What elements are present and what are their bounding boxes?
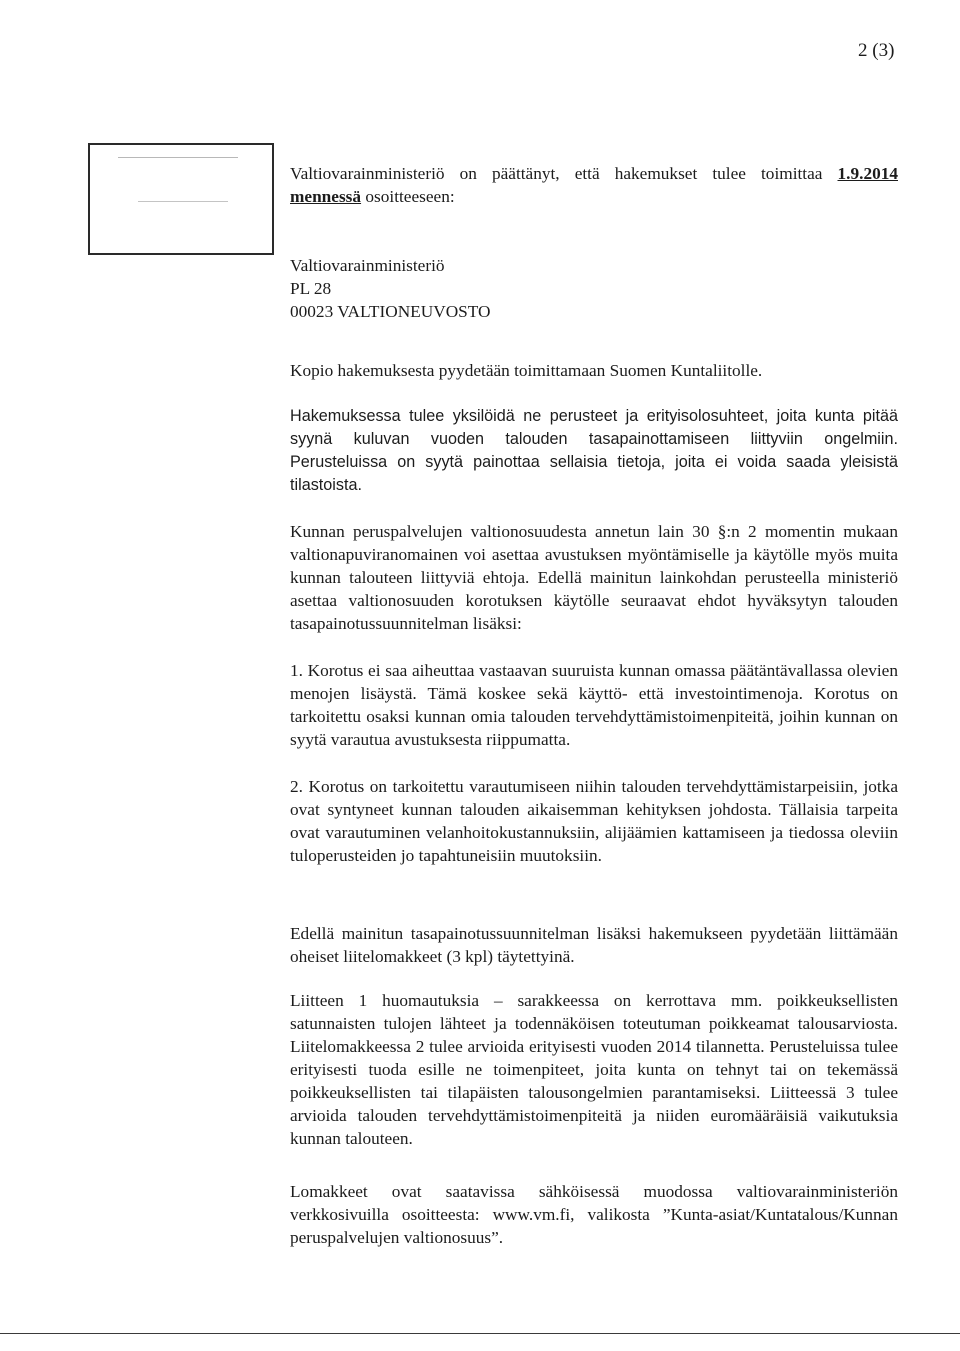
registration-stamp-box bbox=[88, 143, 274, 255]
deadline-date: 1.9.2014 mennessä bbox=[290, 164, 898, 206]
legal-basis-paragraph: Kunnan peruspalvelujen valtionosuudesta annetun lain 30 §:n 2 momentin mukaan valtionapuviranomainen voi asettaa avustuksen myöntämiselle ja käytölle myös muita kunnan talouteen liittyviä ehtoja. Edellä mainitun lainkohdan perusteella ministeriö asettaa valtionosuuden korotuksen käytölle seuraavat ehdot hyväksytyn talouden tasapainotussuunnitelman lisäksi: bbox=[290, 522, 898, 633]
address-line-postcode: 00023 VALTIONEUVOSTO bbox=[290, 302, 491, 321]
condition-2-paragraph: 2. Korotus on tarkoitettu varautumiseen niihin talouden tervehdyttämistarpeisiin, jotka ovat syntyneet kunnan talouden aikaisemman kehityksen johdosta. Tällaisia tarpeita ovat varautuminen velanhoitokustannuksiin, alijäämien kattamiseen ja tiedossa oleviin tuloperusteiden jo tapahtuneisiin muutoksiin. bbox=[290, 777, 898, 865]
address-line-po-box: PL 28 bbox=[290, 279, 332, 298]
identification-paragraph: Hakemuksessa tulee yksilöidä ne perusteet ja erityisolosuhteet, joita kunta pitää syynä kuluvan vuoden talouden tasapainottamiseen liittyviin ongelmiin. Perusteluissa on syytä painottaa sellaisia tietoja, joita ei voida saada yleisistä tilastoista. bbox=[290, 407, 898, 494]
attachments-paragraph: Edellä mainitun tasapainotussuunnitelman lisäksi hakemukseen pyydetään liittämään oheiset liitelomakkeet (3 kpl) täytettyinä. bbox=[290, 924, 898, 966]
address-line-ministry: Valtiovarainministeriö bbox=[290, 256, 445, 275]
intro-text-before: Valtiovarainministeriö on päättänyt, että hakemukset tulee toimittaa bbox=[290, 164, 838, 183]
footer-rule bbox=[0, 1333, 960, 1334]
condition-1-paragraph: 1. Korotus ei saa aiheuttaa vastaavan suuruista kunnan omassa päätäntävallassa olevien menojen lisäystä. Tämä koskee sekä käyttö- että investointimenoja. Korotus on tarkoitettu osaksi kunnan omia talouden tervehdyttämistoimenpiteitä, joihin kunnan on syytä varautua avustuksesta riippumatta. bbox=[290, 661, 898, 749]
intro-text-after: osoitteeseen: bbox=[361, 187, 455, 206]
copy-note-paragraph: Kopio hakemuksesta pyydetään toimittamaan Suomen Kuntaliitolle. bbox=[290, 361, 763, 380]
page-number: 2 (3) bbox=[858, 40, 895, 61]
forms-available-paragraph: Lomakkeet ovat saatavissa sähköisessä muodossa valtiovarainministeriön verkkosivuilla osoitteesta: www.vm.fi, valikosta ”Kunta-asiat/Kuntatalous/Kunnan peruspalvelujen valtionosuus”. bbox=[290, 1182, 898, 1247]
mailing-address bbox=[290, 254, 898, 323]
attachment-notes-paragraph: Liitteen 1 huomautuksia – sarakkeessa on kerrottava mm. poikkeuksellisten satunnaisten tulojen lähteet ja todennäköisen toteutuman poikkeamat talousarviosta. Liitelomakkeessa 2 tulee arvioida erityisesti vuoden 2014 tilannetta. Perusteluissa tulee erityisesti tuoda esille ne toimenpiteet, joita kunta on tehnyt tai on tekemässä poikkeuksellisten tai tilapäisten talousongelmien parantamiseksi. Liitteessä 3 tulee arvioida talouden tervehdyttämistoimenpiteitä ja niiden euromääräisiä vaikutuksia kunnan talouteen. bbox=[290, 991, 898, 1148]
intro-paragraph bbox=[290, 162, 898, 208]
